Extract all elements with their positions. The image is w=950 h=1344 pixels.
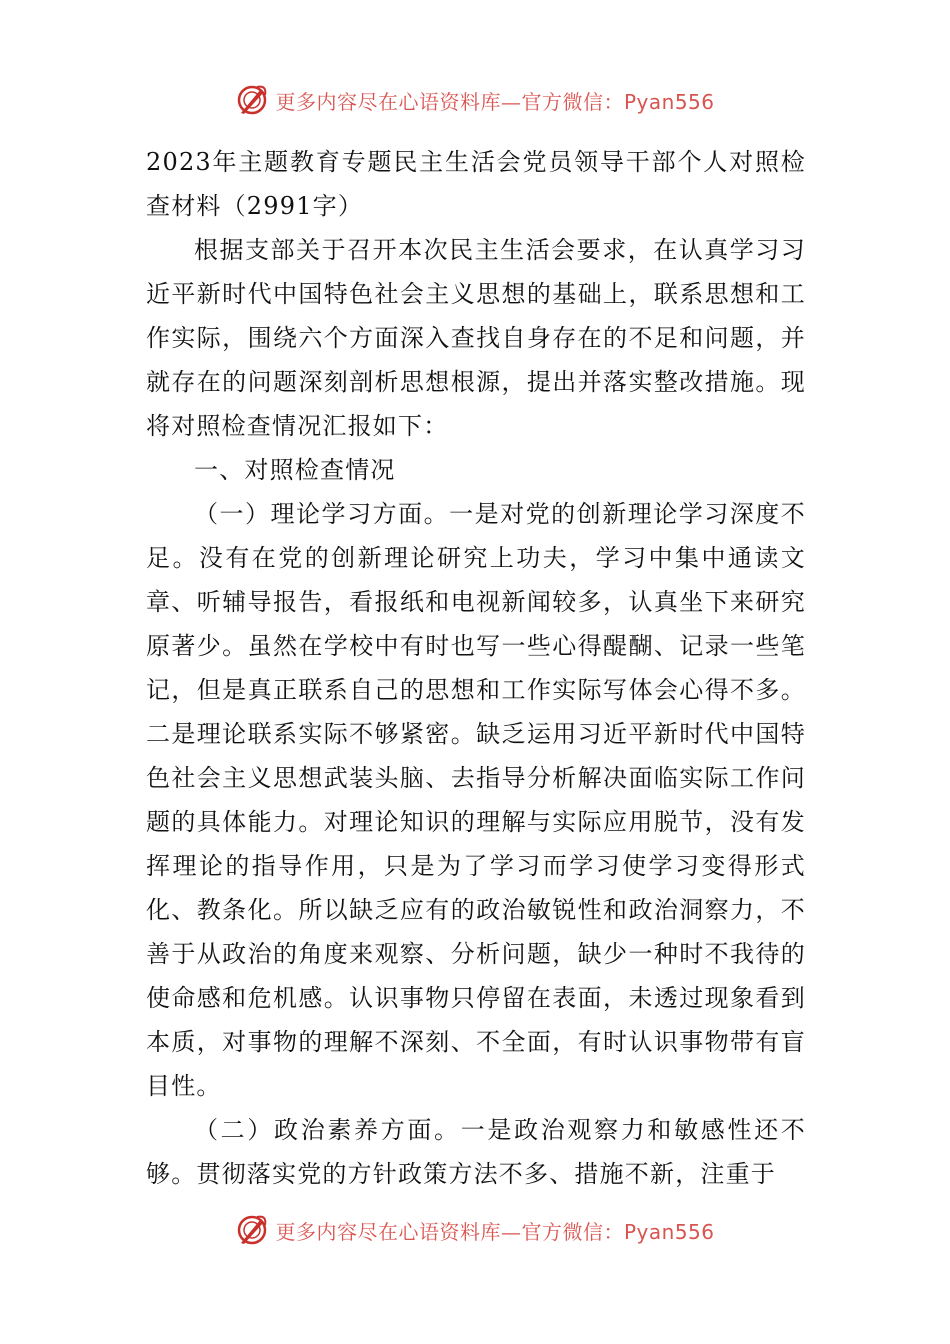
document-title: 2023年主题教育专题民主生活会党员领导干部个人对照检查材料（2991字） <box>146 148 806 220</box>
watermark-label: 更多内容尽在心语资料库—官方微信： <box>275 1219 624 1244</box>
section-heading: 一、对照检查情况 <box>194 456 396 484</box>
quill-pen-circle-icon <box>235 83 269 117</box>
watermark-label: 更多内容尽在心语资料库—官方微信： <box>275 89 624 114</box>
watermark-banner-top <box>0 78 950 122</box>
watermark-banner-bottom <box>0 1208 950 1252</box>
intro-paragraph: 根据支部关于召开本次民主生活会要求，在认真学习习近平新时代中国特色社会主义思想的基础上，联系思想和工作实际，围绕六个方面深入查找自身存在的不足和问题，并就存在的问题深刻剖析思想根源，提出并落实整改措施。现将对照检查情况汇报如下： <box>146 236 806 440</box>
watermark-handle: Pyan556 <box>623 1219 715 1244</box>
watermark-text <box>275 1216 714 1245</box>
document-body <box>146 140 806 1196</box>
paragraph-political-quality: （二）政治素养方面。一是政治观察力和敏感性还不够。贯彻落实党的方针政策方法不多、措施不新，注重于 <box>146 1116 806 1188</box>
watermark-handle: Pyan556 <box>623 89 715 114</box>
paragraph-theory-study: （一）理论学习方面。一是对党的创新理论学习深度不足。没有在党的创新理论研究上功夫，学习中集中通读文章、听辅导报告，看报纸和电视新闻较多，认真坐下来研究原著少。虽然在学校中有时也写一些心得醍醐、记录一些笔记，但是真正联系自己的思想和工作实际写体会心得不多。二是理论联系实际不够紧密。缺乏运用习近平新时代中国特色社会主义思想武装头脑、去指导分析解决面临实际工作问题的具体能力。对理论知识的理解与实际应用脱节，没有发挥理论的指导作用，只是为了学习而学习使学习变得形式化、教条化。所以缺乏应有的政治敏锐性和政治洞察力，不善于从政治的角度来观察、分析问题，缺少一种时不我待的使命感和危机感。认识事物只停留在表面，未透过现象看到本质，对事物的理解不深刻、不全面，有时认识事物带有盲目性。 <box>146 500 806 1100</box>
quill-pen-circle-icon <box>235 1213 269 1247</box>
watermark-text <box>275 86 714 115</box>
